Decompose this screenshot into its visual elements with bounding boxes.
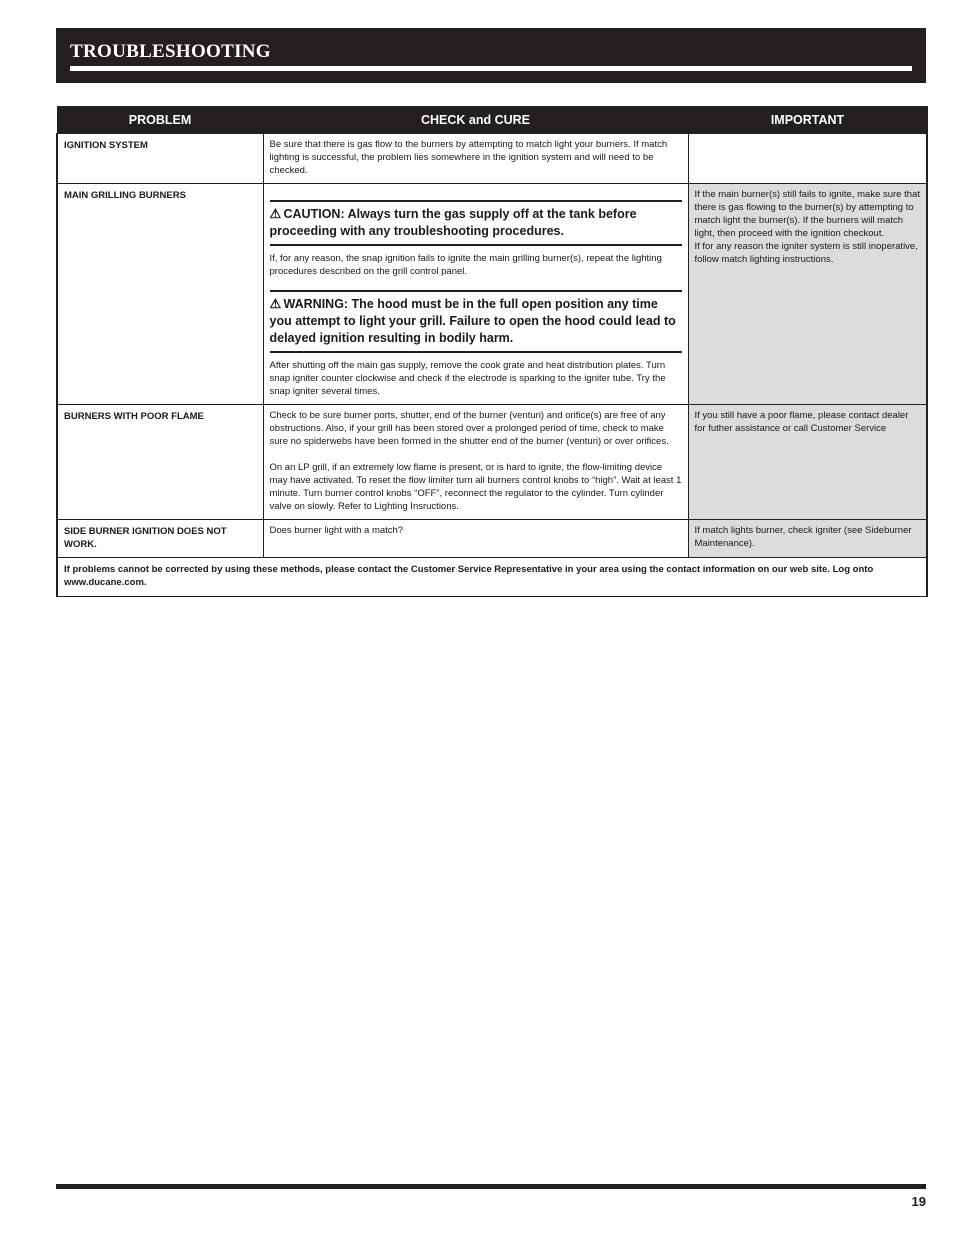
check-cell: [263, 134, 688, 184]
table-row: [57, 134, 927, 184]
caution-box: [270, 200, 682, 246]
warning-text: WARNING: The hood must be in the full open position any time you attempt to light your grill. Failure to open the hood could lead to delayed ignition resulting in bodily harm.: [269, 297, 676, 345]
check-text: After shutting off the main gas supply, remove the cook grate and heat distribution plates. Turn snap igniter counter clockwise and check if the electrode is sparking to the igniter tube. Try the snap igniter several times.: [269, 360, 666, 397]
contact-note: If problems cannot be corrected by using these methods, please contact the Customer Service Representative in your area using the contact information on our web site. Log onto www.ducane.com.: [57, 558, 927, 597]
banner-rule: [70, 66, 912, 71]
warning-triangle-icon: ⚠: [269, 206, 282, 221]
bottom-rule: [56, 1184, 926, 1189]
table-row: [57, 184, 927, 405]
important-text: If for any reason the igniter system is still inoperative, follow match lighting instructions.: [694, 241, 918, 265]
check-cell: [263, 520, 688, 558]
table-header-row: [57, 107, 927, 134]
check-text: If, for any reason, the snap ignition fails to ignite the main grilling burner(s), repeat the lighting procedures described on the grill control panel.: [269, 253, 662, 277]
page-number: 19: [911, 1194, 926, 1209]
column-header-problem: PROBLEM: [57, 107, 263, 134]
troubleshooting-table: [56, 106, 928, 597]
problem-cell: MAIN GRILLING BURNERS: [57, 184, 263, 405]
column-header-important: IMPORTANT: [688, 107, 927, 134]
check-text: Be sure that there is gas flow to the burners by attempting to match light your burners. If match lighting is successful, the problem lies somewhere in the ignition system and will need to be checked.: [269, 139, 668, 176]
column-header-check-and-cure: CHECK and CURE: [263, 107, 688, 134]
important-cell: If you still have a poor flame, please contact dealer for futher assistance or call Customer Service: [688, 405, 927, 520]
table-row: [57, 405, 927, 520]
check-text: Does burner light with a match?: [269, 525, 404, 536]
important-cell: [688, 134, 927, 184]
caution-text: CAUTION: Always turn the gas supply off at the tank before proceeding with any troubleshooting procedures.: [269, 207, 637, 238]
problem-cell: BURNERS WITH POOR FLAME: [57, 405, 263, 520]
problem-cell: IGNITION SYSTEM: [57, 134, 263, 184]
warning-box: [270, 290, 682, 353]
important-text: If the main burner(s) still fails to ignite, make sure that there is gas flowing to the burner(s) by attempting to match light the burner(s). If the burners will match light, then proceed with the ignition checkout.: [694, 189, 920, 239]
warning-triangle-icon: ⚠: [269, 296, 282, 311]
important-cell: [688, 184, 927, 405]
check-cell: [263, 405, 688, 520]
check-cell: [263, 184, 688, 405]
page-title: TROUBLESHOOTING: [70, 41, 271, 62]
table-footer-row: [57, 558, 927, 597]
check-text: On an LP grill, if an extremely low flame is present, or is hard to ignite, the flow-limiting device may have activated. To reset the flow limiter turn all burners control knobs to “high”. Wait at least 1 minute. Turn burner control knobs “OFF”, reconnect the regulator to the cylinder. Turn cylinder valve on slowly. Refer to Lighting Insructions.: [269, 462, 682, 512]
important-cell: If match lights burner, check igniter (see Sideburner Maintenance).: [688, 520, 927, 558]
problem-cell: SIDE BURNER IGNITION DOES NOT WORK.: [57, 520, 263, 558]
check-text: Check to be sure burner ports, shutter, end of the burner (venturi) and orifice(s) are free of any obstructions. Also, if your grill has been stored over a prolonged period of time, check to make sure no spiderwebs have been formed in the shutter end of the burner (venturi) or over orifices.: [269, 410, 669, 447]
section-banner: [56, 28, 926, 83]
table-row: [57, 520, 927, 558]
